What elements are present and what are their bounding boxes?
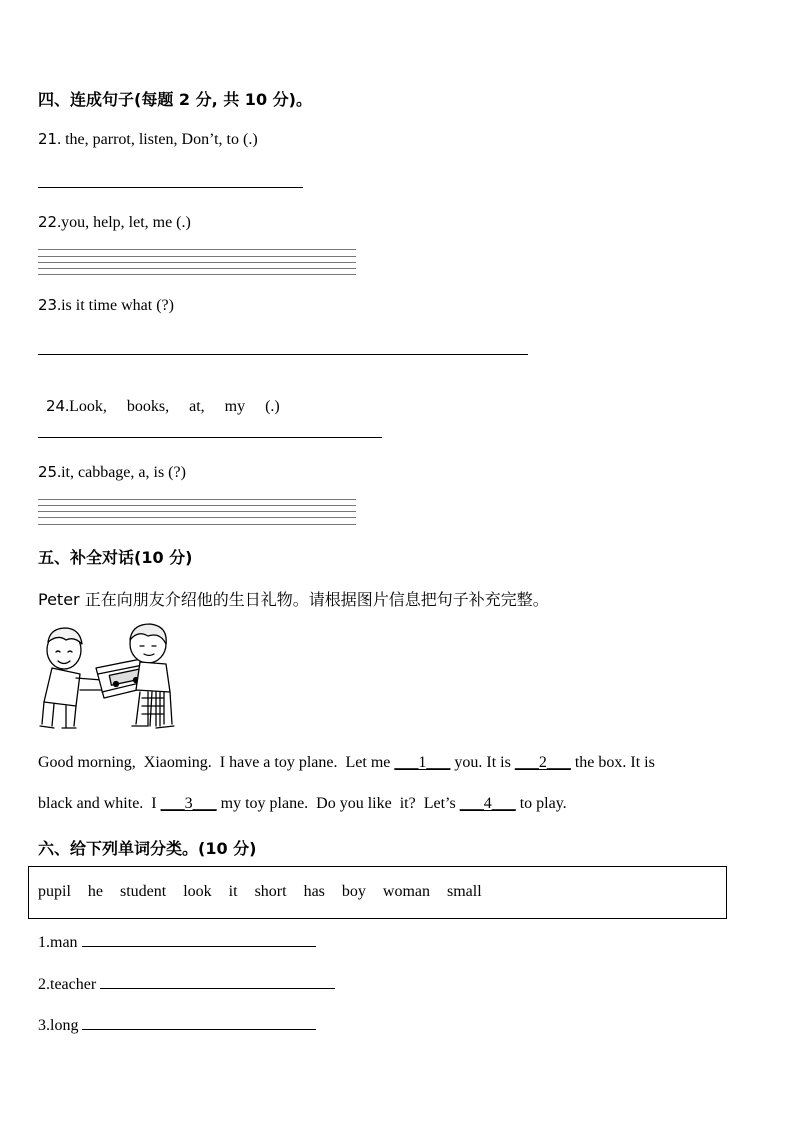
dialogue-text: you. It is — [450, 754, 515, 771]
question-25 — [38, 463, 186, 482]
category-label: 2.teacher — [38, 976, 97, 993]
boys-with-gift-illustration — [36, 620, 186, 736]
section-5-heading: 五、补全对话(10 分) — [38, 548, 193, 567]
category-1 — [38, 932, 316, 952]
blank-2[interactable]: ___2___ — [514, 754, 571, 771]
category-label: 3.long — [38, 1017, 79, 1034]
word: has — [303, 883, 325, 900]
section-4-heading: 四、连成句子(每题 2 分, 共 10 分)。 — [38, 90, 312, 109]
word: it — [228, 883, 238, 900]
question-21 — [38, 130, 258, 149]
answer-line-21[interactable] — [38, 187, 303, 188]
question-22 — [38, 213, 191, 232]
question-24 — [38, 379, 280, 416]
dialogue-text: to play. — [515, 795, 567, 812]
question-23 — [38, 296, 174, 315]
dialogue-text: Good morning, Xiaoming. I have a toy plane. Let me — [38, 754, 395, 771]
dialogue-text: the box. It is — [570, 754, 655, 771]
dialogue-line-1 — [38, 742, 655, 783]
word: look — [183, 883, 212, 900]
word: boy — [341, 883, 366, 900]
answer-line-24[interactable] — [38, 437, 382, 438]
category-3 — [38, 1015, 316, 1035]
word: he — [87, 883, 103, 900]
dialogue-text: black and white. I — [38, 795, 161, 812]
blank-4[interactable]: ___4___ — [459, 795, 516, 812]
category-answer-line[interactable] — [100, 974, 335, 989]
dialogue-line-2 — [38, 783, 567, 824]
question-text: .you, help, let, me (.) — [57, 214, 191, 231]
section-5-intro — [38, 587, 549, 610]
blank-1[interactable]: ___1___ — [394, 754, 451, 771]
word: pupil — [38, 883, 71, 900]
category-answer-line[interactable] — [82, 932, 316, 947]
question-number: 21 — [38, 130, 58, 148]
intro-name: Peter — [38, 590, 80, 609]
question-text: .it, cabbage, a, is (?) — [57, 464, 186, 481]
question-text: .is it time what (?) — [57, 297, 174, 314]
answer-line-23[interactable] — [38, 354, 528, 355]
question-text: . the, parrot, listen, Don’t, to (.) — [57, 131, 258, 148]
question-number: 22 — [38, 213, 58, 231]
word: woman — [382, 883, 430, 900]
dialogue-text: my toy plane. Do you like it? Let’s — [216, 795, 460, 812]
section-6-heading: 六、给下列单词分类。(10 分) — [38, 839, 257, 858]
question-number: 24 — [46, 397, 66, 415]
word-bank — [38, 883, 495, 901]
word: small — [447, 883, 482, 900]
intro-text: 正在向朋友介绍他的生日礼物。请根据图片信息把句子补充完整。 — [79, 590, 549, 609]
category-label: 1.man — [38, 934, 78, 951]
blank-3[interactable]: ___3___ — [160, 795, 217, 812]
word-bank-box — [28, 866, 727, 919]
category-2 — [38, 974, 335, 994]
question-number: 23 — [38, 296, 58, 314]
word: short — [254, 883, 287, 900]
question-text: .Look, books, at, my (.) — [65, 398, 280, 415]
word: student — [120, 883, 167, 900]
category-answer-line[interactable] — [82, 1015, 316, 1030]
question-number: 25 — [38, 463, 58, 481]
